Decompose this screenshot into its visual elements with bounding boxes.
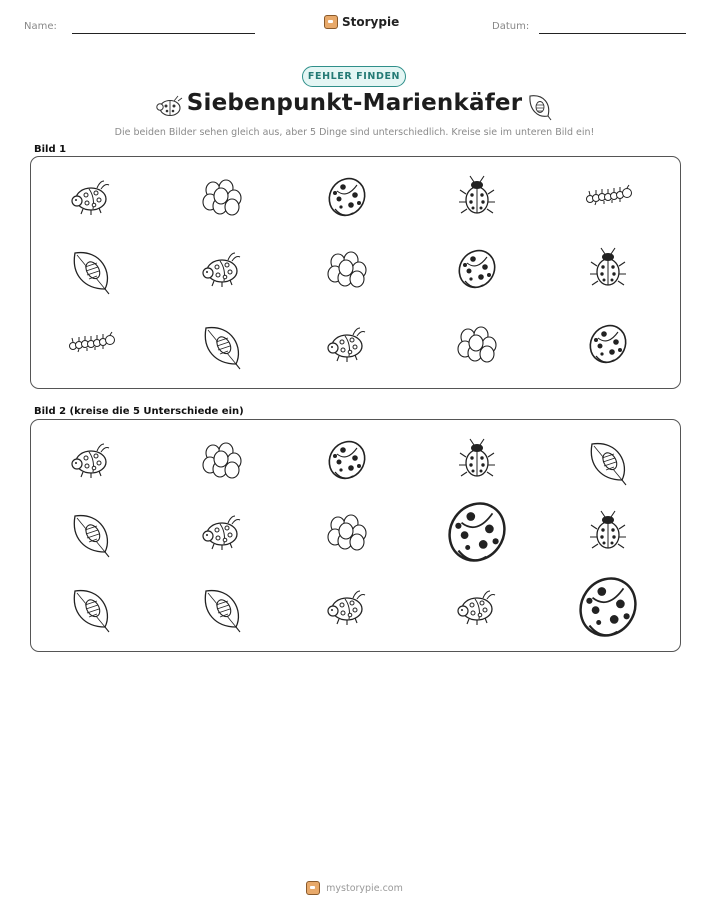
footer-logo-icon [306,881,320,895]
picture1-caterpillar-icon [70,332,115,352]
picture2-ladybug-round-large-icon[interactable] [439,493,516,571]
picture1-ladybug-side-icon [72,181,109,215]
footer [0,881,709,895]
page-title [0,90,709,116]
picture2-ladybug-top-icon[interactable] [590,511,626,548]
picture1-eggs-icon [328,252,366,287]
picture1-leaf-icon [205,328,240,369]
picture2-leaf-icon[interactable] [591,444,626,485]
date-label: Datum: [492,21,530,32]
name-label: Name: [24,21,57,32]
picture2-label: Bild 2 (kreise die 5 Unterschiede ein) [34,406,244,417]
instructions: Die beiden Bilder sehen gleich aus, aber 5 Dinge sind unterschiedlich. Kreise sie im unteren Bild ein! [114,127,595,138]
title-leaf-icon [526,92,552,122]
brand-name: Storypie [342,15,400,29]
picture1-ladybug-round-icon [583,319,633,370]
picture2-ladybug-round-icon[interactable] [322,435,372,486]
picture1-ladybug-side-icon [203,253,240,287]
picture2-ladybug-side-icon[interactable] [203,516,240,550]
picture1-eggs-icon [203,180,241,215]
picture2-ladybug-side-icon[interactable] [458,591,495,625]
footer-url[interactable]: mystorypie.com [326,882,403,894]
brand-logo [324,15,399,29]
picture2-grid[interactable] [30,419,681,652]
picture1-eggs-icon [458,327,496,362]
picture2-leaf-icon[interactable] [74,591,109,632]
picture1-label: Bild 1 [34,144,67,155]
picture2-leaf-icon[interactable] [205,591,240,632]
date-field[interactable] [539,33,686,34]
picture1-ladybug-round-icon [322,172,372,223]
picture2-ladybug-side-icon[interactable] [72,444,109,478]
picture1-caterpillar-icon [587,185,632,205]
picture2-ladybug-side-icon[interactable] [328,591,365,625]
picture1-leaf-icon [74,253,109,294]
name-field[interactable] [72,33,255,34]
picture2-ladybug-top-icon[interactable] [459,439,495,476]
picture1-ladybug-round-icon [452,244,502,295]
picture1-grid [30,156,681,389]
picture2-eggs-icon[interactable] [328,515,366,550]
title-ladybug-icon [154,95,184,119]
picture1-ladybug-top-icon [590,248,626,285]
picture2-leaf-icon[interactable] [74,516,109,557]
picture1-ladybug-side-icon [328,328,365,362]
picture2-ladybug-round-large-icon[interactable] [570,568,647,646]
task-badge: FEHLER FINDEN [302,66,406,87]
picture2-eggs-icon[interactable] [203,443,241,478]
title-text: Siebenpunkt-Marienkäfer [186,90,523,116]
storypie-logo-icon [324,15,338,29]
picture1-ladybug-top-icon [459,176,495,213]
